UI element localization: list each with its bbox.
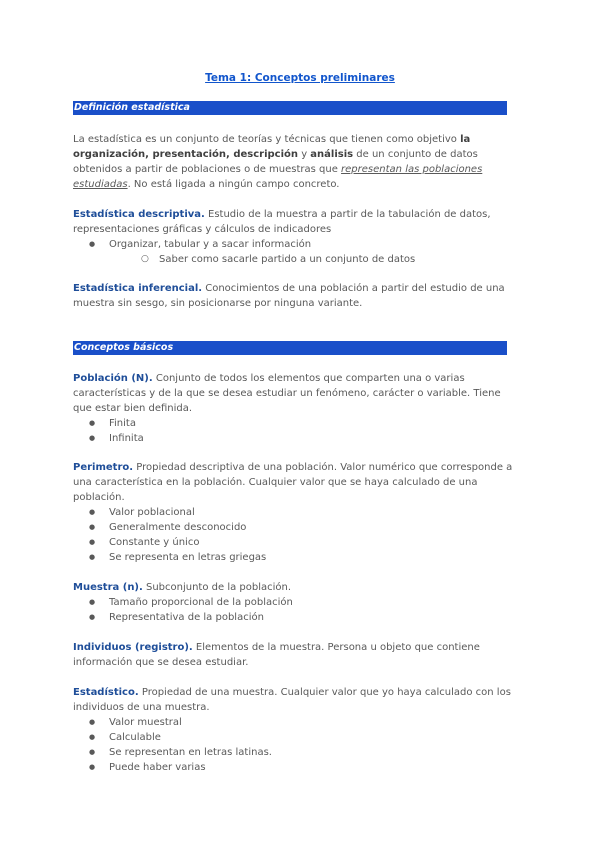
def-text-4: . No está ligada a ningún campo concreto. [127, 179, 340, 190]
poblacion-text: Conjunto de todos los elementos que comparten una o varias características y de la que se desea estudiar un fenómeno, carácter o variable. Tiene que estar bien definida. [73, 373, 501, 414]
muestra-term: Muestra (n). [73, 582, 143, 593]
individuos-term: Individuos (registro). [73, 642, 193, 653]
list-item: ● Organizar, tabular y a sacar información [73, 237, 513, 252]
list-item: ● Infinita [73, 431, 513, 446]
descriptiva-term: Estadística descriptiva. [73, 209, 205, 220]
muestra-text: Subconjunto de la población. [142, 582, 292, 593]
muestra-block [73, 580, 513, 625]
estadistico-term: Estadístico. [73, 687, 139, 698]
def-bold-2: análisis [310, 149, 354, 160]
page-title: Tema 1: Conceptos preliminares [205, 72, 395, 84]
def-text-3: de un conjunto de datos obtenidos a partir de poblaciones o de muestras que [73, 149, 478, 175]
individuos-block [73, 640, 513, 670]
descriptiva-text: Estudio de la muestra a partir de la tabulación de datos, representaciones gráficas y cálculos de indicadores [73, 209, 491, 235]
perimetro-block [73, 460, 513, 565]
section-header-conceptos: Conceptos básicos [73, 341, 507, 355]
inferencial-term: Estadística inferencial. [73, 283, 203, 294]
list-item: ● Se representa en letras griegas [73, 550, 513, 565]
def-text-1: La estadística es un conjunto de teorías y técnicas que tienen como objetivo [73, 134, 461, 145]
perimetro-text: Propiedad descriptiva de una población. Valor numérico que corresponde a una característica en la población. Cualquier valor que se haya calculado de una población. [73, 462, 513, 503]
def-text-2: y [298, 149, 311, 160]
list-item: ● Calculable [73, 730, 513, 745]
list-item: ● Puede haber varias [73, 760, 513, 775]
list-item: ● Constante y único [73, 535, 513, 550]
list-item: ● Representativa de la población [73, 610, 513, 625]
estadistico-block [73, 685, 513, 775]
list-subitem: ○ Saber como sacarle partido a un conjunto de datos [73, 252, 513, 267]
def-bold-1: la organización, presentación, descripción [73, 134, 471, 160]
list-item: ● Finita [73, 416, 513, 431]
list-item: ● Valor muestral [73, 715, 513, 730]
inferencial-text: Conocimientos de una población a partir del estudio de una muestra sin sesgo, sin posicionarse por ninguna variante. [73, 283, 505, 309]
poblacion-block [73, 371, 513, 446]
list-item: ● Valor poblacional [73, 505, 513, 520]
perimetro-term: Perimetro. [73, 462, 134, 473]
list-item: ● Generalmente desconocido [73, 520, 513, 535]
def-link[interactable]: representan las poblaciones estudiadas [73, 164, 483, 190]
list-item: ● Se representan en letras latinas. [73, 745, 513, 760]
list-item: ● Tamaño proporcional de la población [73, 595, 513, 610]
descriptiva-block [73, 207, 513, 267]
poblacion-term: Población (N). [73, 373, 153, 384]
inferencial-block [73, 281, 513, 311]
section-header-definicion: Definición estadística [73, 101, 507, 115]
individuos-text: Elementos de la muestra. Persona u objeto que contiene información que se desea estudiar. [73, 642, 480, 668]
estadistico-text: Propiedad de una muestra. Cualquier valor que yo haya calculado con los individuos de una muestra. [73, 687, 511, 713]
definition-paragraph [73, 132, 513, 192]
